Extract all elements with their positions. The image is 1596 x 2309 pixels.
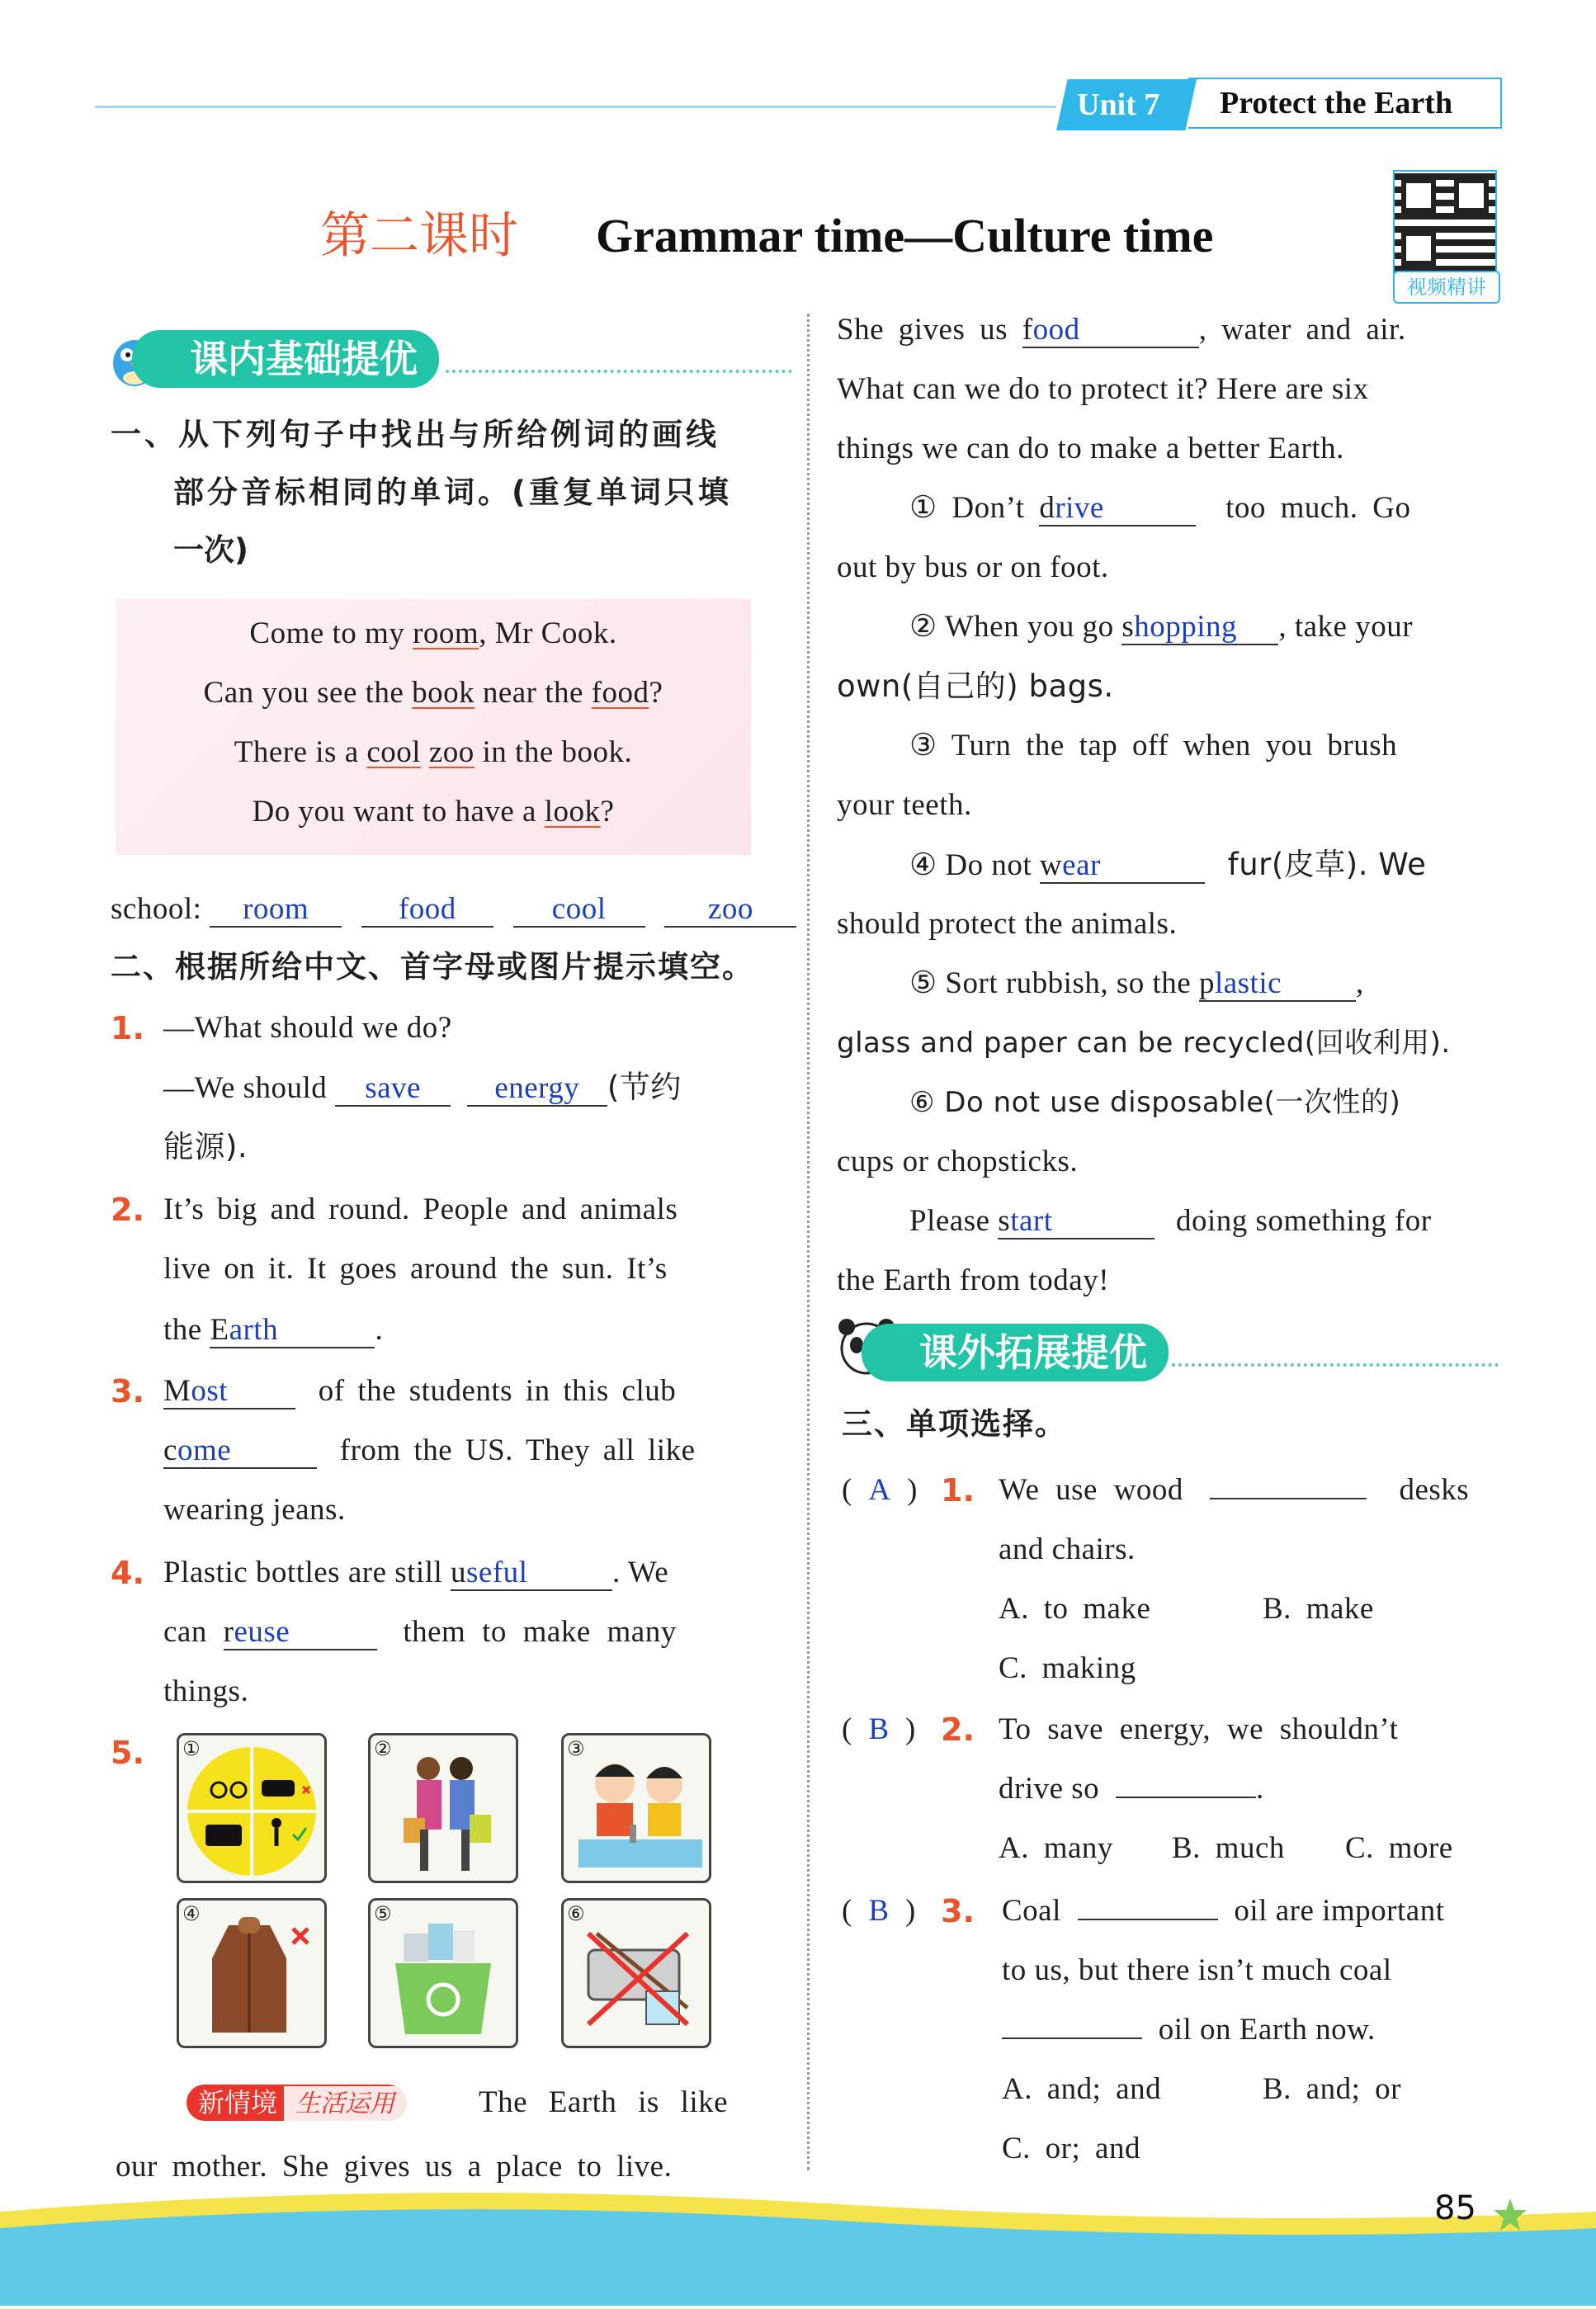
end-letter: s <box>998 1204 1011 1238</box>
mc2-line2 <box>999 1759 1264 1819</box>
item4-line1 <box>163 1543 668 1603</box>
item3-line2 <box>163 1421 696 1480</box>
picture-6-disposable-cups <box>561 1898 711 2048</box>
item3-letter2: c <box>163 1433 177 1467</box>
header-rule <box>95 106 1056 108</box>
school-row <box>111 880 796 939</box>
poem-2-u2: food <box>591 676 649 710</box>
item2-pre: the <box>163 1313 202 1347</box>
qr-code-icon[interactable] <box>1393 170 1497 274</box>
tip3-line1: ③ Turn the tap off when you brush <box>909 729 1398 763</box>
poem-2-u: book <box>412 676 475 710</box>
picture-3-number: ③ <box>567 1737 585 1760</box>
star-icon <box>1492 2197 1528 2233</box>
school-answer-2[interactable]: food <box>361 893 493 928</box>
tip6-line2: cups or chopsticks. <box>837 1145 1079 1178</box>
q2-title: 二、根据所给中文、首字母或图片提示填空。 <box>111 949 754 985</box>
item3-answer1: ost <box>191 1374 229 1408</box>
item2-line2: live on it. It goes around the sun. It’s <box>163 1252 668 1286</box>
mc3-paren: ( B ) <box>842 1894 916 1928</box>
tip1-answer: rive <box>1055 491 1104 525</box>
item2-line1: It’s big and round. People and animals <box>163 1192 678 1226</box>
mc2-opt-a[interactable]: A. many <box>999 1831 1113 1865</box>
mc1-opt-a[interactable]: A. to make <box>999 1592 1151 1626</box>
mc1-opt-c[interactable]: C. making <box>999 1651 1136 1685</box>
tip2-answer: hopping <box>1134 610 1238 644</box>
unit-label: Unit 7 <box>1077 87 1160 122</box>
tip2-line2: own(自己的) bags. <box>837 668 1114 704</box>
right-l1-post: , water and air. <box>1198 313 1406 347</box>
lesson-title-en: Grammar time—Culture time <box>596 209 1214 262</box>
mc3-blank2[interactable] <box>1002 2037 1142 2039</box>
tip1-letter: d <box>1039 491 1055 525</box>
poem-1-post: , Mr Cook. <box>479 616 617 650</box>
tip2-letter: s <box>1121 610 1135 644</box>
mc3-blank1[interactable] <box>1078 1919 1218 1920</box>
tip5-pre: ⑤ Sort rubbish, so the <box>909 966 1192 1000</box>
mc3-line2: to us, but there isn’t much coal <box>1002 1953 1392 1987</box>
page-number: 85 <box>1434 2189 1476 2227</box>
mc2-number: 2. <box>941 1712 975 1748</box>
item4-letter2: r <box>223 1615 234 1649</box>
right-l1-letter: f <box>1022 313 1033 347</box>
section2-banner: 课外拓展提优 <box>862 1324 1169 1381</box>
item1-number: 1. <box>111 1010 144 1046</box>
poem-line-4 <box>116 782 751 842</box>
item3-post1: of the students in this club <box>318 1374 677 1408</box>
item2-answer: arth <box>229 1313 279 1347</box>
poem-2-mid: near the <box>475 676 592 710</box>
poem-3-post: in the book. <box>474 735 633 769</box>
poem-3-mid <box>421 735 429 769</box>
lesson-title-cn: 第二课时 <box>320 207 518 265</box>
end-answer: tart <box>1010 1204 1053 1238</box>
item1-post: (节约 <box>607 1070 682 1105</box>
item1-line1: —What should we do? <box>163 1011 452 1045</box>
item4-post1: . We <box>612 1556 669 1589</box>
school-answer-3[interactable]: cool <box>513 893 645 928</box>
school-answer-1[interactable]: room <box>210 893 342 928</box>
tip4-blank[interactable] <box>1040 849 1205 884</box>
item4-letter1: u <box>451 1556 467 1589</box>
mc1-paren: ( A ) <box>842 1473 918 1507</box>
end-pre: Please <box>909 1204 990 1238</box>
tip5-line2: glass and paper can be recycled(回收利用). <box>837 1027 1451 1060</box>
mc3-pre: Coal <box>1002 1894 1061 1928</box>
tip2-line1 <box>909 597 1413 657</box>
mc3-post: oil are important <box>1234 1894 1445 1928</box>
item2-line3 <box>163 1301 383 1360</box>
item4-blank2[interactable] <box>224 1616 377 1650</box>
end-line2: the Earth from today! <box>837 1263 1110 1297</box>
tip4-letter: w <box>1039 848 1063 882</box>
context-tag-label: 新情境 <box>198 2087 278 2118</box>
item1-line2 <box>163 1058 682 1118</box>
mc1-opt-b[interactable]: B. make <box>1263 1592 1374 1626</box>
mc2-paren: ( B ) <box>842 1712 916 1746</box>
tip4-post: fur(皮草). We <box>1227 847 1427 882</box>
end-line1 <box>909 1192 1432 1251</box>
mc3-line1 <box>1002 1882 1444 1941</box>
poem-4-pre: Do you want to have a <box>252 795 545 829</box>
mc2-opt-c[interactable]: C. more <box>1345 1831 1453 1865</box>
picture-2-shopping <box>368 1733 518 1883</box>
mc1-line2: and chairs. <box>999 1532 1136 1566</box>
column-divider <box>807 314 810 2170</box>
mc2-pre: drive so <box>999 1772 1100 1806</box>
unit-title: Protect the Earth <box>1188 78 1502 129</box>
tip1-line1 <box>909 479 1411 538</box>
item1-line3: 能源). <box>163 1129 248 1164</box>
mc1-post: desks <box>1399 1473 1470 1507</box>
mc2-blank[interactable] <box>1116 1797 1256 1798</box>
mc1-pre: We use wood <box>999 1473 1183 1507</box>
mc3-opt-c[interactable]: C. or; and <box>1002 2132 1140 2165</box>
item4-line3: things. <box>163 1674 249 1708</box>
poem-4-post: ? <box>600 795 615 829</box>
qr-label: 视频精讲 <box>1393 271 1500 304</box>
tip6-line1: ⑥ Do not use disposable(一次性的) <box>909 1086 1401 1119</box>
poem-line-3 <box>116 723 751 782</box>
tip4-line2: should protect the animals. <box>837 907 1178 941</box>
footer-wave <box>0 2179 1596 2306</box>
picture-1-transport <box>177 1733 327 1883</box>
context-line2: our mother. She gives us a place to live. <box>116 2150 673 2184</box>
picture-1-number: ① <box>182 1737 201 1760</box>
item4-line2 <box>163 1603 677 1662</box>
item2-letter: E <box>210 1313 229 1347</box>
picture-4-fur-coat <box>177 1898 327 2048</box>
tip1-pre: ① Don’t <box>909 491 1025 525</box>
end-blank[interactable] <box>998 1205 1155 1239</box>
tip3-line2: your teeth. <box>837 788 972 822</box>
right-l1-answer: ood <box>1032 313 1080 347</box>
tip5-post: , <box>1355 966 1364 1000</box>
mc2-answer[interactable]: B <box>868 1712 890 1746</box>
mc1-blank[interactable] <box>1210 1498 1367 1499</box>
section2-dots <box>1172 1363 1499 1367</box>
picture-5-recycling-bin <box>368 1898 518 2048</box>
mc3-opt-a[interactable]: A. and; and <box>1002 2072 1162 2106</box>
item4-number: 4. <box>111 1555 144 1591</box>
picture-5-number: ⑤ <box>374 1902 392 1925</box>
item2-blank[interactable] <box>210 1314 375 1348</box>
mc1-number: 1. <box>941 1472 975 1509</box>
poem-3-u2: zoo <box>428 735 475 769</box>
item4-pre2: can <box>163 1615 207 1649</box>
tip5-letter: p <box>1198 966 1215 1000</box>
mc1-answer[interactable]: A <box>868 1473 891 1507</box>
section1-dots <box>446 370 792 373</box>
context-line1: The Earth is like <box>479 2085 729 2119</box>
mc3-opt-b[interactable]: B. and; or <box>1263 2072 1401 2106</box>
q1-title-line1: 一、从下列句子中找出与所给例词的画线 <box>111 417 720 452</box>
picture-6-number: ⑥ <box>567 1902 585 1925</box>
item4-answer1: seful <box>466 1556 528 1589</box>
poem-2-pre: Can you see the <box>203 676 413 710</box>
item4-pre1: Plastic bottles are still <box>163 1556 443 1589</box>
right-l1-pre: She gives us <box>837 313 1008 347</box>
tip1-blank[interactable] <box>1039 492 1196 526</box>
section1-banner: 课内基础提优 <box>132 330 439 388</box>
q3-title: 三、单项选择。 <box>842 1406 1067 1442</box>
item3-letter1: M <box>163 1374 191 1408</box>
item3-answer2: ome <box>177 1433 232 1467</box>
picture-4-number: ④ <box>182 1902 201 1925</box>
school-label: school: <box>111 892 202 926</box>
tip5-blank[interactable] <box>1199 967 1356 1002</box>
item4-blank1[interactable] <box>451 1556 612 1591</box>
item3-blank2[interactable] <box>163 1434 317 1469</box>
poem-3-u: cool <box>366 735 422 769</box>
mc1-line1 <box>999 1461 1469 1520</box>
item1-answer-save[interactable]: save <box>335 1072 451 1107</box>
poem-1-u: room <box>413 616 479 650</box>
right-l1-blank[interactable] <box>1022 314 1199 348</box>
picture-2-number: ② <box>374 1737 392 1760</box>
item3-line3: wearing jeans. <box>163 1493 346 1527</box>
poem-1-pre: Come to my <box>249 616 413 650</box>
poem-3-pre: There is a <box>234 735 367 769</box>
item1-answer-energy[interactable]: energy <box>467 1072 607 1107</box>
tip2-pre: ② When you go <box>909 610 1114 644</box>
context-tag-sub: 生活运用 <box>284 2086 406 2121</box>
context-tag <box>187 2085 406 2121</box>
q1-title-line2: 部分音标相同的单词。(重复单词只填 <box>173 475 732 510</box>
school-answer-4[interactable]: zoo <box>664 893 796 928</box>
item4-post2: them to make many <box>403 1615 677 1649</box>
tip5-line1 <box>909 954 1364 1013</box>
item5-number: 5. <box>111 1735 144 1771</box>
picture-3-brushing-teeth <box>561 1733 711 1883</box>
tip2-blank[interactable] <box>1121 611 1278 645</box>
item1-pre: —We should <box>163 1071 328 1105</box>
end-post: doing something for <box>1176 1204 1432 1238</box>
right-line2: What can we do to protect it? Here are six <box>837 372 1369 406</box>
mc3-line3 <box>1002 2000 1376 2060</box>
tip4-line1 <box>909 835 1426 895</box>
poem-4-u: look <box>544 795 601 829</box>
q1-title-line3: 一次) <box>173 532 248 568</box>
mc3-number: 3. <box>941 1893 975 1929</box>
tip4-answer: ear <box>1062 848 1101 882</box>
poem-2-post: ? <box>649 676 663 710</box>
item2-post: . <box>375 1313 384 1347</box>
poem-line-2 <box>116 663 751 723</box>
mc3-l3-post: oil on Earth now. <box>1158 2013 1376 2047</box>
mc2-line1: To save energy, we shouldn’t <box>999 1712 1399 1746</box>
tip4-pre: ④ Do not <box>909 848 1032 882</box>
right-line3: things we can do to make a better Earth. <box>837 432 1344 465</box>
mc3-answer[interactable]: B <box>868 1894 890 1928</box>
item3-line1 <box>163 1362 676 1421</box>
item3-post2: from the US. They all like <box>339 1433 696 1467</box>
tip1-post: too much. Go <box>1225 491 1411 525</box>
item3-number: 3. <box>111 1373 144 1409</box>
right-line1 <box>837 300 1406 360</box>
item4-answer2: euse <box>234 1615 290 1649</box>
mc2-opt-b[interactable]: B. much <box>1172 1831 1285 1865</box>
mc2-post: . <box>1255 1772 1264 1806</box>
tip1-line2: out by bus or on foot. <box>837 550 1109 584</box>
item2-number: 2. <box>111 1192 144 1228</box>
tip5-answer: lastic <box>1214 966 1282 1000</box>
item3-blank1[interactable] <box>163 1375 295 1409</box>
poem-line-1 <box>116 604 751 663</box>
tip2-post: , take your <box>1278 610 1414 644</box>
